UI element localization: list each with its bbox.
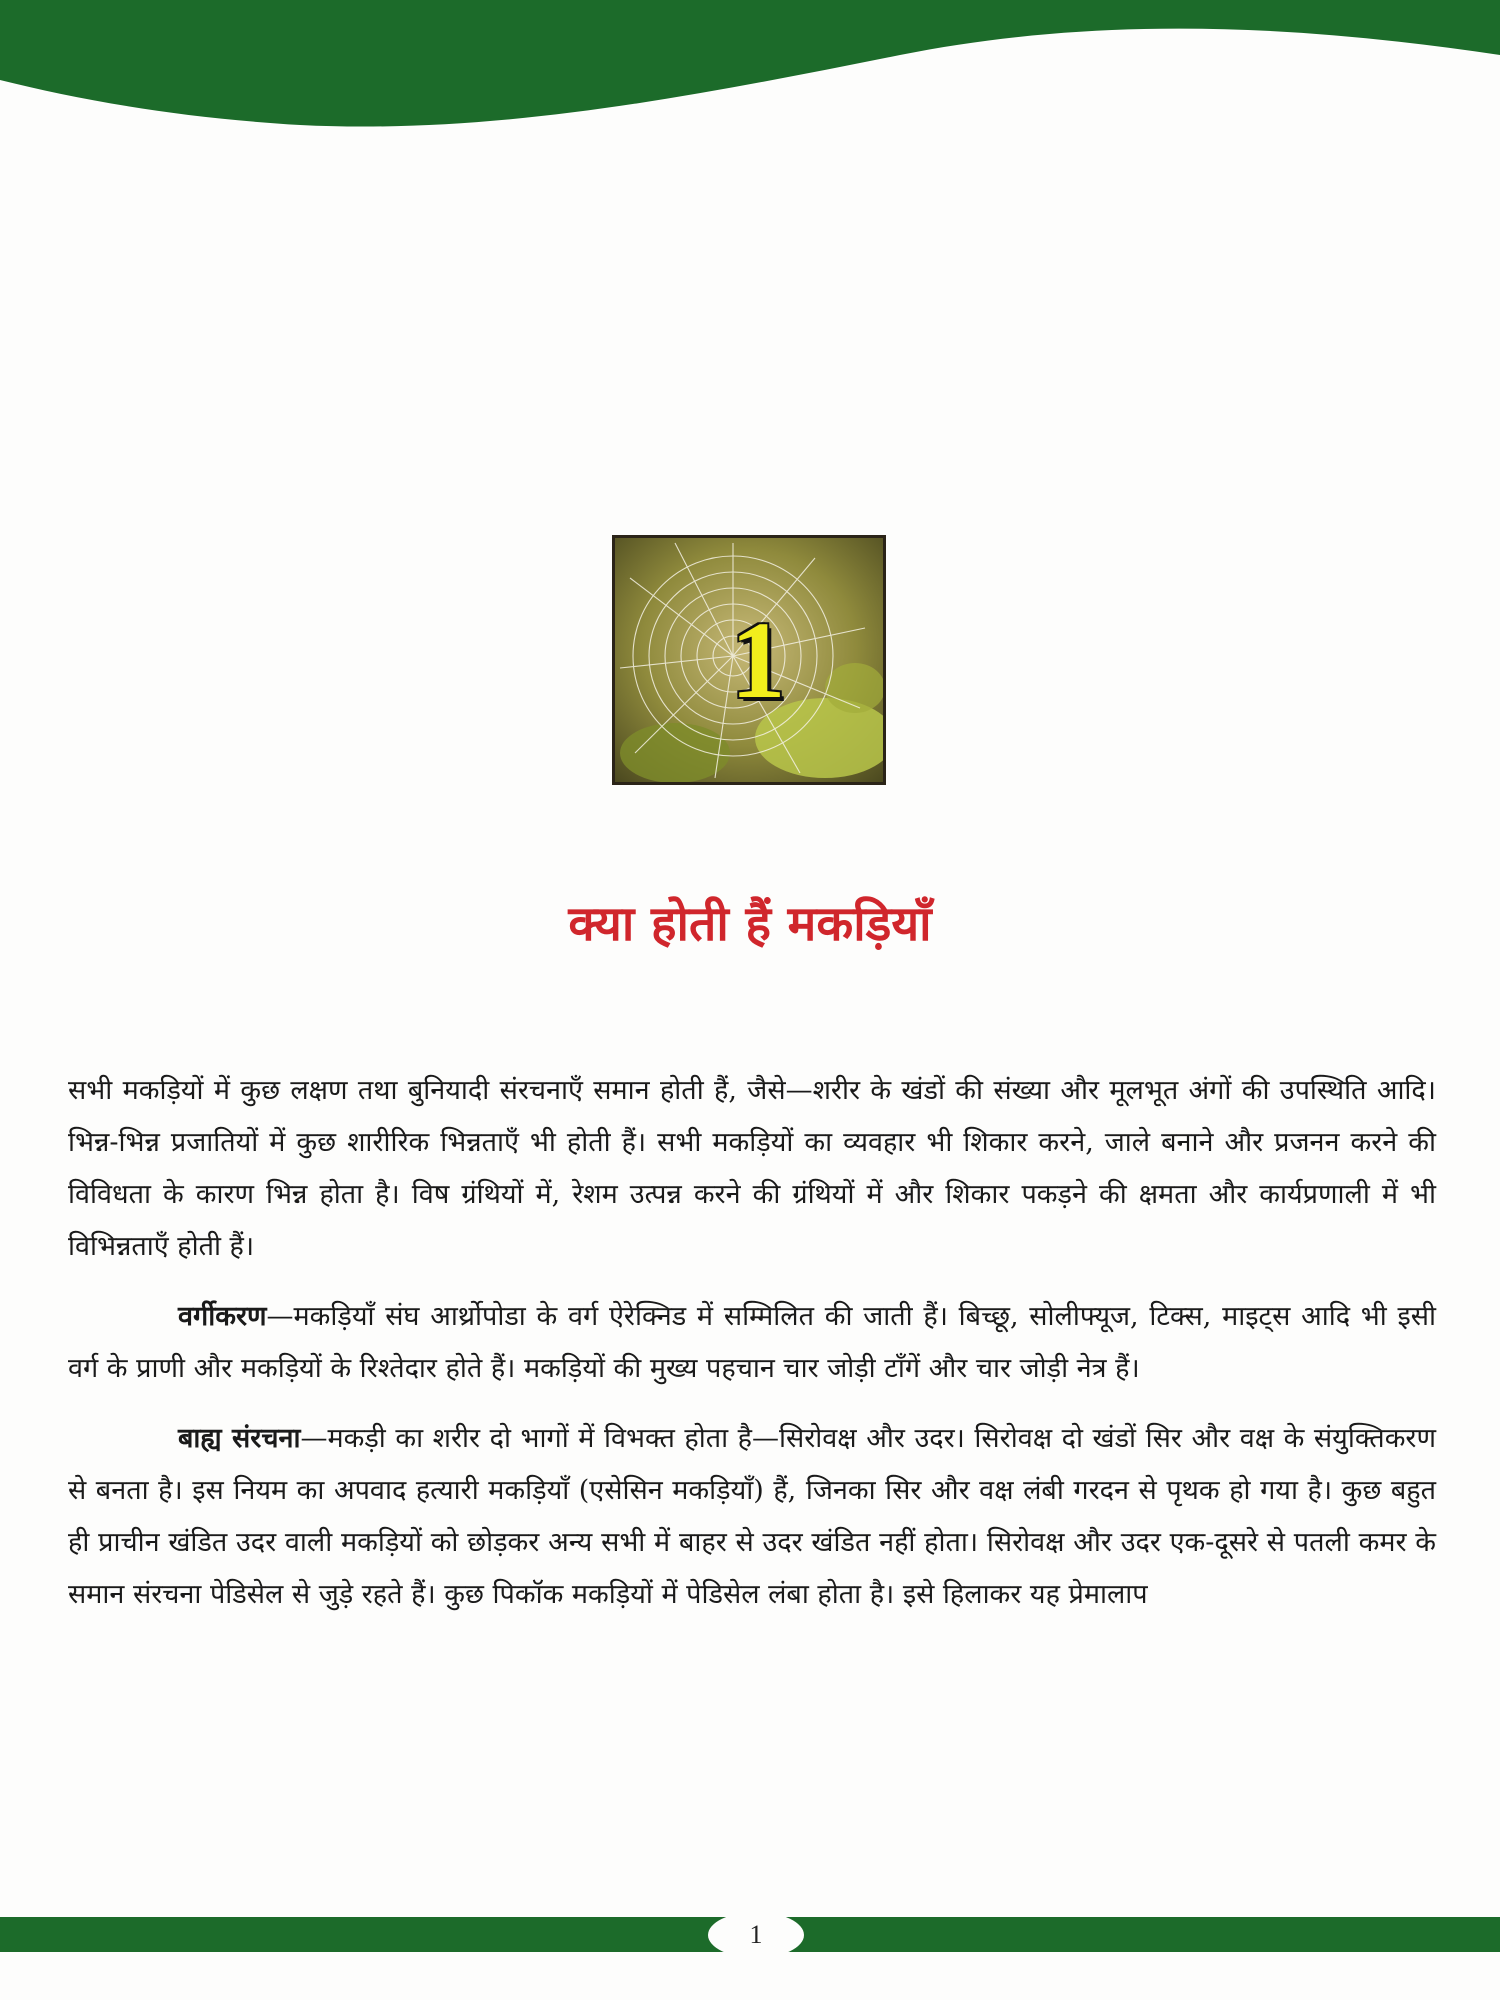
chapter-number: 1 — [730, 598, 786, 721]
paragraph-text: सभी मकड़ियों में कुछ लक्षण तथा बुनियादी संरचनाएँ समान होती हैं, जैसे—शरीर के खंडों की संख्या और मूलभूत अंगों की उपस्थिति आदि। भिन्न-भिन्न प्रजातियों में कुछ शारीरिक भिन्नताएँ भी होती हैं। सभी मकड़ियों का व्यवहार भी शिकार करने, जाले बनाने और प्रजनन करने की विविधता के कारण भिन्न होता है। विष ग्रंथियों में, रेशम उत्पन्न करने की ग्रंथियों में और शिकार पकड़ने की क्षमता और कार्यप्रणाली में भी विभिन्नताएँ होती हैं। — [68, 1075, 1436, 1262]
paragraph-intro — [68, 1065, 1436, 1273]
chapter-title: क्या होती हैं मकड़ियाँ — [568, 896, 932, 952]
chapter-image — [612, 535, 886, 785]
paragraph-term: वर्गीकरण — [178, 1301, 267, 1332]
paragraph-text: —मकड़ी का शरीर दो भागों में विभक्त होता है—सिरोवक्ष और उदर। सिरोवक्ष दो खंडों सिर और वक्ष के संयुक्तिकरण से बनता है। इस नियम का अपवाद हत्यारी मकड़ियाँ (एसेसिन मकड़ियाँ) हैं, जिनका सिर और वक्ष लंबी गरदन से पृथक हो गया है। कुछ बहुत ही प्राचीन खंडित उदर वाली मकड़ियों को छोड़कर अन्य सभी में बाहर से उदर खंडित नहीं होता। सिरोवक्ष और उदर एक-दूसरे से पतली कमर के समान संरचना पेडिसेल से जुड़े रहते हैं। कुछ पिकॉक मकड़ियों में पेडिसेल लंबा होता है। इसे हिलाकर यह प्रेमालाप — [68, 1423, 1436, 1610]
body-text — [68, 1065, 1436, 1639]
paragraph-external-structure — [68, 1413, 1436, 1621]
paragraph-text: —मकड़ियाँ संघ आर्थ्रोपोडा के वर्ग ऐरेक्निड में सम्मिलित की जाती हैं। बिच्छू, सोलीफ्यूज, टिक्स, माइट्स आदि भी इसी वर्ग के प्राणी और मकड़ियों के रिश्तेदार होते हैं। मकड़ियों की मुख्य पहचान चार जोड़ी टाँगें और चार जोड़ी नेत्र हैं। — [68, 1301, 1436, 1384]
header-wave-band — [0, 0, 1500, 150]
paragraph-term: बाह्य संरचना — [178, 1423, 301, 1454]
page-number: 1 — [708, 1912, 804, 1958]
paragraph-classification — [68, 1291, 1436, 1395]
